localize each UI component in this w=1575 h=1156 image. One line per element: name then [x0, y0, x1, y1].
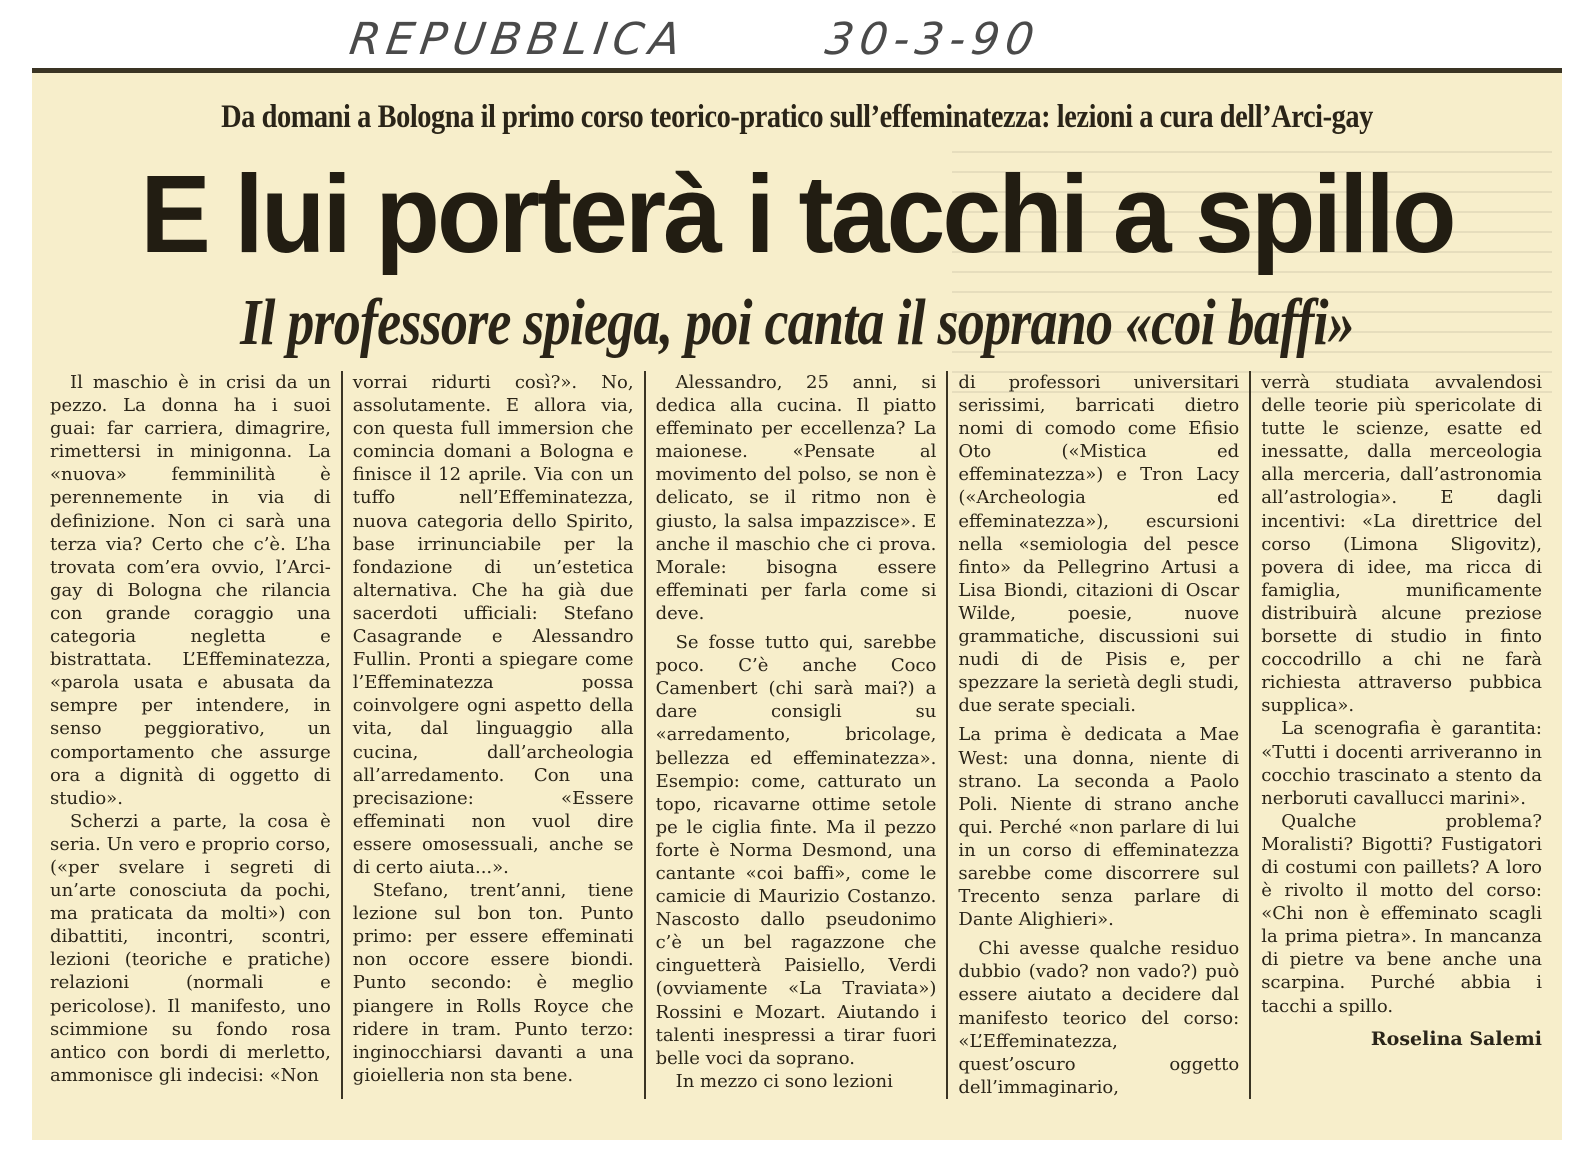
article-column-5 [1249, 371, 1552, 1099]
newspaper-clipping [32, 68, 1562, 1140]
paragraph: La prima è dedicata a Mae West: una donna, niente di strano. La seconda a Paolo Poli. Niente di strano anche qui. Perché «non parlare di lui in un corso di effeminatezza sarebbe come discorrere sul Trecento senza parlare di Dante Alighieri». [958, 724, 1240, 931]
paragraph: Alessandro, 25 anni, si dedica alla cucina. Il piatto effeminato per eccellenza? La maionese. «Pensate al movimento del polso, se non è delicato, se il ritmo non è giusto, la salsa impazzisce». E anche il maschio che ci prova. Morale: bisogna essere effeminati per farla come si deve. [655, 372, 937, 624]
article-body [40, 371, 1552, 1099]
article-column-1 [40, 371, 341, 1099]
paragraph: Qualche problema? Moralisti? Bigotti? Fustigatori di costumi con paillets? A loro è rivolto il motto del corso: «Chi non è effeminato scagli la prima pietra». In mancanza di pietre va bene anche una scarpina. Purché abbia i tacchi a spillo. [1261, 810, 1542, 1017]
paragraph: La scenografia è garantita: «Tutti i docenti arriveranno in cocchio trascinato a stento da nerboruti cavallucci marini». [1261, 718, 1542, 809]
article-column-2 [341, 371, 644, 1099]
paragraph: di professori universitari serissimi, barricati dietro nomi di comodo come Efisio Oto («Mistica ed effeminatezza») e Tron Lacy («Archeologia ed effeminatezza»), escursioni nella «semiologia del pesce finto» da Pellegrino Artusi a Lisa Biondi, citazioni di Oscar Wilde, poesie, nuove grammatiche, discussioni sui nudi di de Pisis e, per spezzare la serietà degli studi, due serate speciali. [958, 372, 1240, 717]
annotation-source: REPUBBLICA [346, 14, 690, 65]
article-column-4 [946, 371, 1249, 1099]
annotation-date: 30-3-90 [822, 14, 1044, 65]
paragraph: In mezzo ci sono lezioni [675, 1070, 893, 1092]
paragraph: verrà studiata avvalendosi delle teorie più spericolate di tutte le scienze, esatte ed inessatte, dalla merceologia alla merceria, dall’astronomia all’astrologia». E dagli incentivi: «La direttrice del corso (Limona Sligovitz), povera di idee, ma ricca di famiglia, munificamente distribuirà alcune preziose borsette di studio in finto coccodrillo a chi ne farà richiesta attraverso pubbica supplica». [1261, 372, 1542, 717]
paragraph: Chi avesse qualche residuo dubbio (vado? non vado?) può essere aiutato a decidere dal manifesto teorico del corso: «L’Effeminatezza, quest’oscuro oggetto dell’immaginario, [958, 938, 1240, 1098]
article-headline: E lui porterà i tacchi a spillo [140, 153, 1454, 276]
article-subheadline: Il professore spiega, poi canta il soprano «coi baffi» [240, 286, 1354, 359]
paragraph: vorrai ridurti così?». No, assolutamente. E allora via, con questa full immersion che comincia domani a Bologna e finisce il 12 aprile. Via con un tuffo nell’Effeminatezza, nuova categoria dello Spirito, base irrinunciabile per la fondazione di un’estetica alternativa. Che ha già due sacerdoti ufficiali: Stefano Casagrande e Alessandro Fullin. Pronti a spiegare come l’Effeminatezza possa coinvolgere ogni aspetto della vita, dal linguaggio alla cucina, dall’archeologia all’arredamento. Con una precisazione: «Essere effeminati non vuol dire essere omosessuali, anche se di certo aiuta...». [352, 372, 634, 878]
paragraph: Scherzi a parte, la cosa è seria. Un vero e proprio corso, («per svelare i segreti di un’arte conosciuta da pochi, ma praticata da molti») con dibattiti, incontri, scontri, lezioni (teoriche e pratiche) relazioni (normali e pericolose). Il manifesto, uno scimmione su fondo rosa antico con bordi di merletto, ammonisce gli indecisi: «Non [50, 810, 331, 1086]
handwritten-annotation [346, 14, 1043, 65]
article-column-3 [644, 371, 947, 1099]
article-kicker: Da domani a Bologna il primo corso teorico-pratico sull’effeminatezza: lezioni a cura dell’Arci-gay [221, 99, 1373, 135]
article-byline: Roselina Salemi [1370, 1027, 1542, 1050]
paragraph: Stefano, trent’anni, tiene lezione sul bon ton. Punto primo: per essere effeminati non occore essere biondi. Punto secondo: è meglio piangere in Rolls Royce che ridere in tram. Punto terzo: inginocchiarsi davanti a una gioielleria non sta bene. [352, 880, 634, 1086]
paragraph: Il maschio è in crisi da un pezzo. La donna ha i suoi guai: far carriera, dimagrire, rimettersi in minigonna. La «nuova» femminilità è perennemente in via di definizione. Non ci sarà una terza via? Certo che c’è. L’ha trovata com’era ovvio, l’Arci-gay di Bologna che rilancia con grande coraggio una categoria negletta e bistrattata. L’Effeminatezza, «parola usata e abusata da sempre per intendere, in senso peggiorativo, un comportamento che assurge ora a dignità di oggetto di studio». [50, 372, 331, 809]
paragraph: Se fosse tutto qui, sarebbe poco. C’è anche Coco Camenbert (chi sarà mai?) a dare consigli su «arredamento, bricolage, bellezza ed effeminatezza». Esempio: come, catturato un topo, ricavarne ottime setole pe le ciglia finte. Ma il pezzo forte è Norma Desmond, una cantante «coi baffi», come le camicie di Maurizio Costanzo. Nascosto dallo pseudonimo c’è un bel ragazzone che cinguetterà Paisiello, Verdi (ovviamente «La Traviata») Rossini e Mozart. Aiutando i talenti inespressi a tirar fuori belle voci da soprano. [655, 632, 937, 1069]
